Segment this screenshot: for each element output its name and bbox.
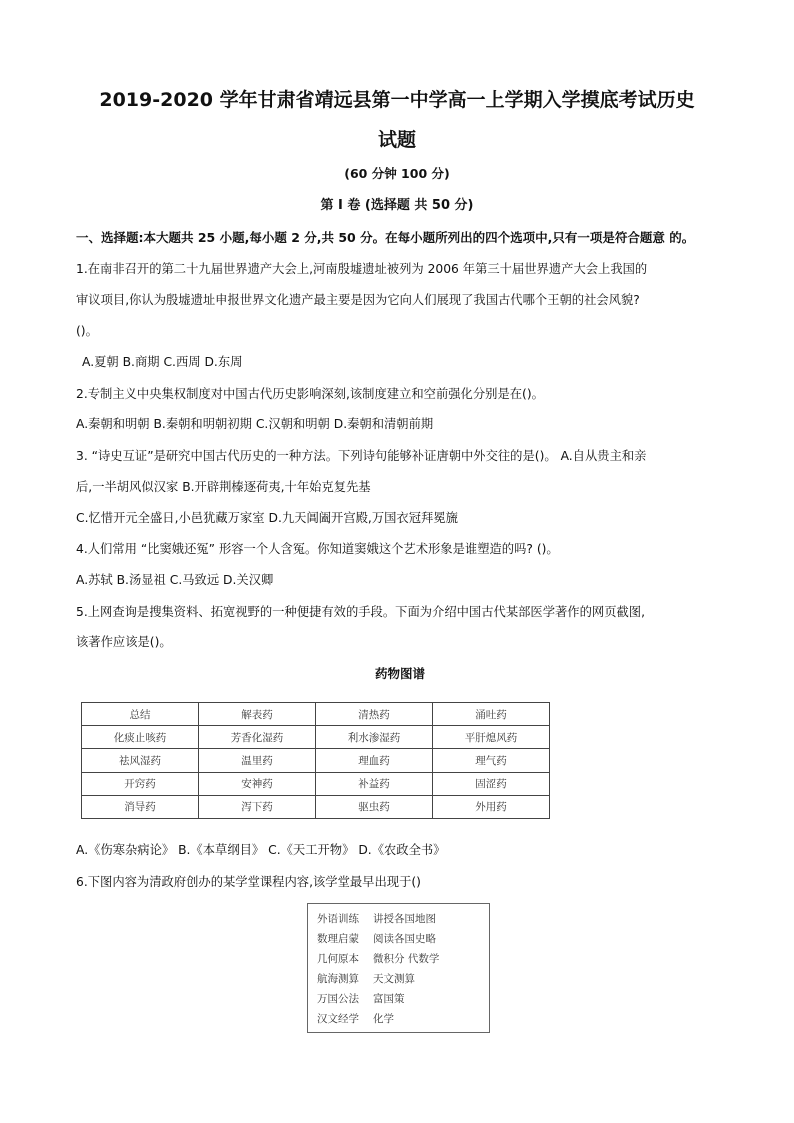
question-2-options: A.秦朝和明朝 B.秦朝和明朝初期 C.汉朝和明朝 D.秦朝和清朝前期 xyxy=(76,417,434,431)
table-caption: 药物图谱 xyxy=(374,666,425,681)
course-row xyxy=(317,912,436,926)
table-row xyxy=(82,726,550,749)
question-3-line-2: 后,一半胡风似汉家 B.开辟荆榛逐荷夷,十年始克复先基 xyxy=(76,480,371,494)
course-list-figure xyxy=(307,903,490,1033)
question-5-options: A.《伤寒杂病论》 B.《本草纲目》 C.《天工开物》 D.《农政全书》 xyxy=(76,843,446,857)
course-name: 讲授各国地图 xyxy=(373,913,436,925)
table-cell: 祛风湿药 xyxy=(82,749,199,772)
table-row xyxy=(82,772,550,795)
course-row xyxy=(317,932,436,946)
course-name: 几何原本 xyxy=(317,953,359,965)
question-2-line-1: 2.专制主义中央集权制度对中国古代历史影响深刻,该制度建立和空前强化分别是在()。 xyxy=(76,387,544,401)
table-cell: 清热药 xyxy=(316,703,433,726)
table-cell: 总结 xyxy=(82,703,199,726)
herb-table xyxy=(81,702,550,819)
question-1-line-1: 1.在南非召开的第二十九届世界遗产大会上,河南殷墟遗址被列为 2006 年第三十届世界遗产大会上我国的 xyxy=(76,262,648,276)
question-3-line-3: C.忆惜开元全盛日,小邑犹藏万家室 D.九天阊阖开宫殿,万国衣冠拜冕旒 xyxy=(76,511,458,525)
course-name: 阅读各国史略 xyxy=(373,933,436,945)
table-cell: 利水渗湿药 xyxy=(316,726,433,749)
table-cell: 消导药 xyxy=(82,795,199,818)
course-name: 天文测算 xyxy=(373,973,415,985)
document-title: 2019-2020 学年甘肃省靖远县第一中学高一上学期入学摸底考试历史 xyxy=(99,89,695,111)
document-title-continued: 试题 xyxy=(377,129,416,151)
question-4-line-1: 4.人们常用 “比窦娥还冤” 形容一个人含冤。你知道窦娥这个艺术形象是谁塑造的吗? ()。 xyxy=(76,542,559,556)
course-name: 万国公法 xyxy=(317,993,359,1005)
question-6-line-1: 6.下图内容为清政府创办的某学堂课程内容,该学堂最早出现于() xyxy=(76,875,421,889)
table-cell: 涌吐药 xyxy=(433,703,550,726)
table-cell: 理血药 xyxy=(316,749,433,772)
table-cell: 固涩药 xyxy=(433,772,550,795)
table-cell: 外用药 xyxy=(433,795,550,818)
course-row xyxy=(317,1012,394,1026)
question-1-options: A.夏朝 B.商期 C.西周 D.东周 xyxy=(82,355,243,369)
course-row xyxy=(317,992,405,1006)
question-5-line-1: 5.上网查询是搜集资料、拓宽视野的一种便捷有效的手段。下面为介绍中国古代某部医学著作的网页截图, xyxy=(76,605,646,619)
table-cell: 温里药 xyxy=(199,749,316,772)
table-cell: 开窍药 xyxy=(82,772,199,795)
table-row xyxy=(82,795,550,818)
course-name: 化学 xyxy=(373,1013,394,1025)
question-1-line-3: ()。 xyxy=(76,324,98,338)
course-name: 富国策 xyxy=(373,993,405,1005)
question-4-options: A.苏轼 B.汤显祖 C.马致远 D.关汉卿 xyxy=(76,573,274,587)
instructions: 一、选择题:本大题共 25 小题,每小题 2 分,共 50 分。在每小题所列出的四个选项中,只有一项是符合题意 的。 xyxy=(76,230,695,245)
course-row xyxy=(317,952,440,966)
course-name: 汉文经学 xyxy=(317,1013,359,1025)
time-score-note: (60 分钟 100 分) xyxy=(344,166,450,181)
question-5-line-2: 该著作应该是()。 xyxy=(76,635,172,649)
course-name: 微积分 代数学 xyxy=(373,953,440,965)
table-cell: 芳香化湿药 xyxy=(199,726,316,749)
course-row xyxy=(317,972,415,986)
table-cell: 平肝熄风药 xyxy=(433,726,550,749)
table-cell: 泻下药 xyxy=(199,795,316,818)
course-name: 外语训练 xyxy=(317,913,359,925)
table-row xyxy=(82,749,550,772)
table-cell: 驱虫药 xyxy=(316,795,433,818)
table-cell: 补益药 xyxy=(316,772,433,795)
table-cell: 化痰止咳药 xyxy=(82,726,199,749)
course-name: 航海测算 xyxy=(317,973,359,985)
question-1-line-2: 审议项目,你认为殷墟遗址申报世界文化遗产最主要是因为它向人们展现了我国古代哪个王朝的社会风貌? xyxy=(76,293,640,307)
table-cell: 理气药 xyxy=(433,749,550,772)
table-row xyxy=(82,703,550,726)
section-title: 第 I 卷 (选择题 共 50 分) xyxy=(320,198,474,213)
question-3-line-1: 3. “诗史互证”是研究中国古代历史的一种方法。下列诗句能够补证唐朝中外交往的是()。 A.自从贵主和亲 xyxy=(76,449,647,463)
course-name: 数理启蒙 xyxy=(317,933,359,945)
table-cell: 解表药 xyxy=(199,703,316,726)
table-cell: 安神药 xyxy=(199,772,316,795)
